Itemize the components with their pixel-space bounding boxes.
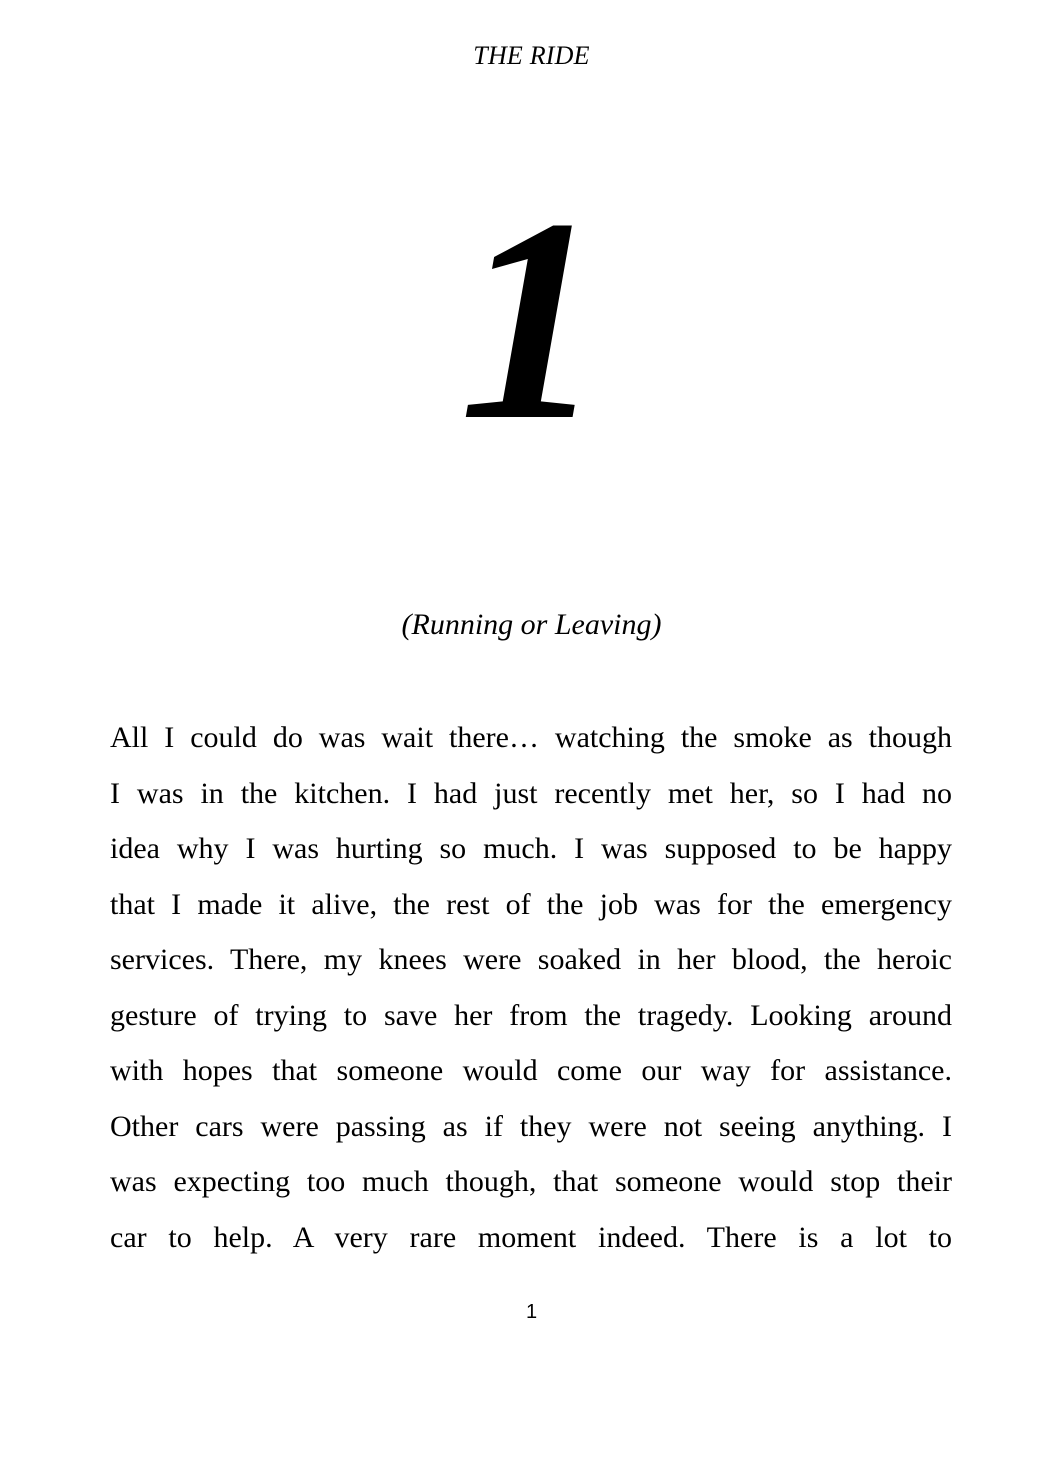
body-line: Other cars were passing as if they were not seeing anything. I bbox=[110, 1109, 952, 1143]
body-line: All I could do was wait there… watching the smoke as though bbox=[110, 721, 952, 754]
chapter-number: 1 bbox=[459, 159, 604, 480]
body-line: gesture of trying to save her from the tragedy. Looking around bbox=[110, 998, 952, 1032]
body-line: idea why I was hurting so much. I was supposed to be happy bbox=[110, 832, 952, 865]
body-line: I was in the kitchen. I had just recently met her, so I had no bbox=[110, 776, 952, 810]
body-paragraph bbox=[110, 710, 952, 1265]
running-header: THE RIDE bbox=[473, 41, 590, 70]
body-line: with hopes that someone would come our way for assistance. bbox=[110, 1054, 952, 1087]
body-line: was expecting too much though, that someone would stop their bbox=[110, 1165, 952, 1198]
body-line: services. There, my knees were soaked in her blood, the heroic bbox=[110, 943, 952, 976]
page-number: 1 bbox=[525, 1301, 538, 1323]
chapter-subtitle: (Running or Leaving) bbox=[401, 608, 662, 641]
body-line: car to help. A very rare moment indeed. There is a lot to bbox=[110, 1220, 952, 1254]
body-line: that I made it alive, the rest of the job was for the emergency bbox=[110, 887, 952, 921]
